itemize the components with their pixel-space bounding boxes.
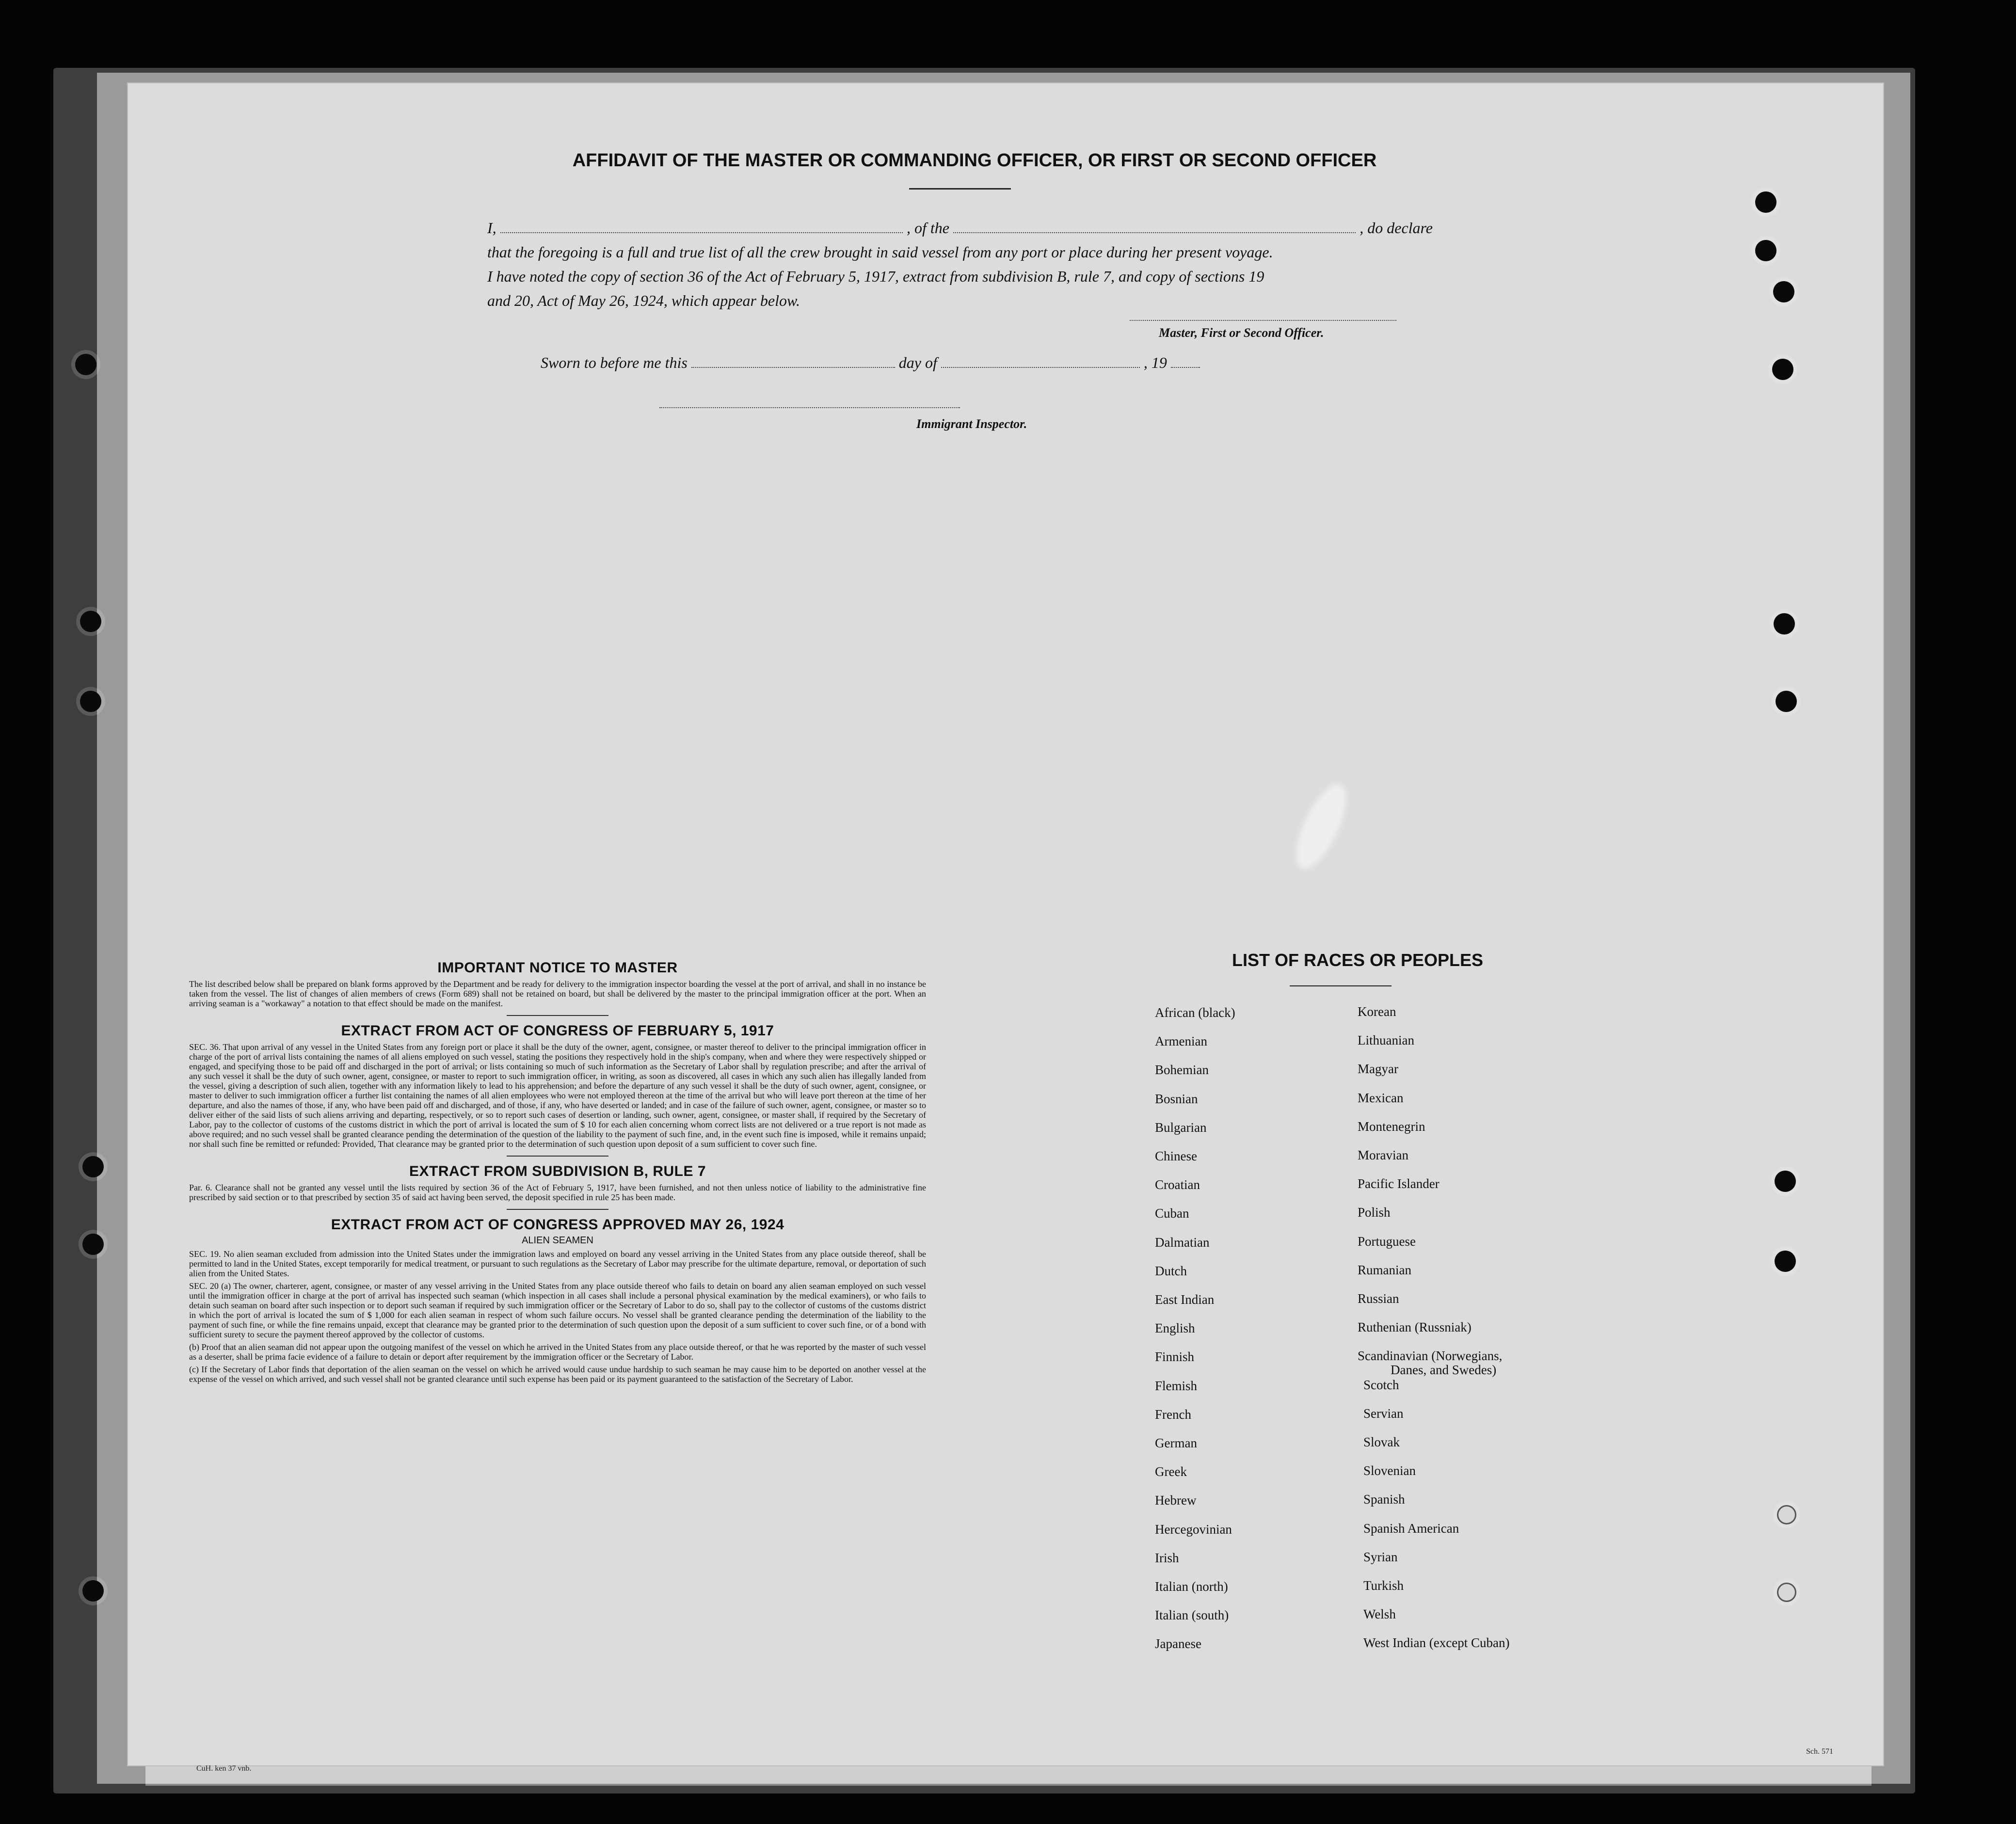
race-right-item: Ruthenian (Russniak) <box>1358 1320 1472 1335</box>
affidavit-i-label: I, <box>487 219 496 237</box>
race-left-item: Chinese <box>1155 1149 1197 1163</box>
race-left-item: African (black) <box>1155 1005 1235 1020</box>
affidavit-text <box>487 216 1433 313</box>
master-signature-label: Master, First or Second Officer. <box>1159 326 1324 340</box>
punch-hole-left-6 <box>82 1580 104 1602</box>
race-right-item: Scotch <box>1363 1377 1399 1392</box>
form-page <box>127 82 1884 1766</box>
extract-rule7-text: Par. 6. Clearance shall not be granted any vessel until the lists required by section 36 of the Act of February 5, 1917, have been furnished, and not then unless notice of liability to the administrative fine prescribed by said section or to that prescribed by section 35 of said act having been served, the deposit specified in rule 25 has been made. <box>189 1183 926 1202</box>
race-left-item: Italian (north) <box>1155 1579 1228 1594</box>
race-right-item: Spanish <box>1363 1492 1405 1507</box>
affidavit-title: AFFIDAVIT OF THE MASTER OR COMMANDING OFFICER, OR FIRST OR SECOND OFFICER <box>572 150 1377 171</box>
footer-left-code: CuH. ken 37 vnb. <box>196 1764 252 1773</box>
race-left-item: Flemish <box>1155 1378 1198 1393</box>
punch-hole-left-3 <box>80 691 101 712</box>
race-right-item: Scandinavian (Norwegians, <box>1358 1348 1503 1364</box>
officer-name-field[interactable] <box>500 232 903 233</box>
race-right-item: Russian <box>1358 1291 1399 1306</box>
punch-hole-right-4 <box>1772 359 1793 380</box>
race-right-item: Danes, and Swedes) <box>1391 1363 1497 1378</box>
race-left-item: Irish <box>1155 1550 1179 1565</box>
notice-text: The list described below shall be prepared on blank forms approved by the Department and be ready for delivery to the immigration inspector boarding the vessel at the port of arrival, and shall in no instance be taken from the vessel. The list of changes of alien members of crews (Form 689) shall not be retained on board, but shall be delivered by the master to the principal immigration officer at the port. When an arriving seaman is a "workaway" a notation to that effect should be made on the manifest. <box>189 979 926 1008</box>
sworn-year-label: , 19 <box>1143 354 1167 371</box>
footer-form-number: Sch. 571 <box>1806 1747 1833 1756</box>
race-left-item: Greek <box>1155 1464 1187 1479</box>
race-right-item: Magyar <box>1358 1062 1398 1077</box>
sworn-day-of-label: day of <box>898 354 937 371</box>
race-right-item: Turkish <box>1363 1578 1404 1593</box>
race-right-item: Portuguese <box>1358 1234 1416 1249</box>
race-right-item: Polish <box>1358 1205 1391 1220</box>
section-divider <box>507 1156 608 1157</box>
race-left-item: Bosnian <box>1155 1091 1198 1106</box>
extract-1924-heading: EXTRACT FROM ACT OF CONGRESS APPROVED MAY 26, 1924 <box>331 1217 784 1233</box>
affidavit-line-1 <box>487 216 1433 240</box>
race-left-item: Japanese <box>1155 1636 1201 1651</box>
sworn-line <box>541 354 1248 372</box>
section-divider <box>507 1015 608 1016</box>
extract-1917-heading: EXTRACT FROM ACT OF CONGRESS OF FEBRUARY 5, 1917 <box>341 1023 774 1039</box>
race-left-item: Bulgarian <box>1155 1120 1207 1135</box>
extract-1924-sec20a: SEC. 20 (a) The owner, charterer, agent, consignee, or master of any vessel arriving in the United States from any place outside thereof who fails to detain on board any alien seaman employed on such vessel until the immigration officer in charge at the port of arrival has inspected such seaman (which inspection in all cases shall include a personal physical examination by the medical examiners), or who fails to detain such seaman on board after such inspection or to deport such seaman if required by such immigration officer or the Secretary of Labor to do so, shall pay to the collector of customs of the customs district in which the port of arrival is located the sum of $ 1,000 for each alien seaman in respect of whom such failure occurs. No vessel shall be granted clearance pending the determination of the liability to the payment of such fine, or while the fine remains unpaid, except that clearance may be granted prior to the determination of such question upon the deposit of a sum sufficient to cover such fine, or of a bond with sufficient surety to secure the payment thereof approved by the collector of customs. <box>189 1281 926 1339</box>
race-right-item: West Indian (except Cuban) <box>1363 1635 1510 1650</box>
race-right-item: Welsh <box>1363 1607 1396 1622</box>
race-left-item: French <box>1155 1407 1191 1422</box>
race-right-item: Mexican <box>1358 1090 1404 1105</box>
punch-hole-right-2 <box>1755 240 1776 261</box>
race-left-item: Hebrew <box>1155 1493 1197 1508</box>
extract-1924-sec19: SEC. 19. No alien seaman excluded from admission into the United States under the immigration laws and employed on board any vessel arriving in the United States from any place outside thereof, shall be permitted to land in the United States, except temporarily for medical treatment, or pursuant to such regulations as the Secretary of Labor may prescribe for the ultimate departure, removal, or deportation of such alien from the United States. <box>189 1249 926 1278</box>
race-right-item: Montenegrin <box>1358 1119 1425 1134</box>
extract-1924-subheading: ALIEN SEAMEN <box>522 1235 593 1246</box>
punch-hole-right-5 <box>1774 613 1795 634</box>
affidavit-declare-label: , do declare <box>1360 219 1433 237</box>
races-title: LIST OF RACES OR PEOPLES <box>1232 950 1484 970</box>
races-title-rule <box>1290 985 1392 986</box>
punch-hole-right-7 <box>1775 1171 1796 1192</box>
vessel-name-field[interactable] <box>953 232 1356 233</box>
race-right-item: Slovak <box>1363 1435 1400 1449</box>
notice-heading: IMPORTANT NOTICE TO MASTER <box>437 960 678 976</box>
race-right-item: Syrian <box>1363 1549 1398 1564</box>
race-left-item: English <box>1155 1321 1195 1336</box>
punch-hole-right-8 <box>1775 1251 1796 1272</box>
punch-hole-right-3 <box>1773 281 1794 302</box>
inspector-signature-label: Immigrant Inspector. <box>916 417 1027 431</box>
affidavit-of-the-label: , of the <box>906 219 949 237</box>
punch-hole-left-4 <box>82 1156 104 1177</box>
extract-1924-sec20c: (c) If the Secretary of Labor finds that deportation of the alien seaman on the vessel on which he arrived would cause undue hardship to such seaman he may cause him to be deported on another vessel at the expense of the vessel on which arrived, and such vessel shall not be granted clearance until such expense has been paid or its payment guaranteed to the satisfaction of the Secretary of Labor. <box>189 1364 926 1384</box>
race-left-item: Dutch <box>1155 1263 1187 1278</box>
section-divider <box>507 1209 608 1210</box>
punch-hole-right-10 <box>1777 1583 1796 1602</box>
punch-hole-right-6 <box>1776 691 1797 712</box>
punch-hole-left-2 <box>80 611 101 632</box>
affidavit-line-4: and 20, Act of May 26, 1924, which appear below. <box>487 292 800 309</box>
extract-1924-sec20b: (b) Proof that an alien seaman did not appear upon the outgoing manifest of the vessel on which he arrived in the United States from any place outside thereof, or that he was reported by the master of such vessel as a deserter, shall be prima facie evidence of a failure to detain or deport after requirement by the immigration officer or the Secretary of Labor. <box>189 1342 926 1362</box>
race-left-item: Hercegovinian <box>1155 1522 1232 1537</box>
race-right-item: Pacific Islander <box>1358 1176 1440 1191</box>
notice-section <box>189 960 926 1384</box>
title-rule <box>909 188 1011 190</box>
master-signature-line[interactable] <box>1130 320 1396 321</box>
race-left-item: Finnish <box>1155 1349 1195 1364</box>
extract-1917-text: SEC. 36. That upon arrival of any vessel in the United States from any foreign port or place it shall be the duty of the owner, agent, consignee, or master thereof to deliver to the principal immigration officer in charge of the port of arrival lists containing the names of all aliens employed on such vessel, stating the positions they respectively hold in the ship's company, when and where they were respectively shipped or engaged, and specifying those to be paid off and discharged in the port of arrival; or lists containing so much of such information as the Secretary of Labor shall by regulation prescribe; and after the arrival of any such vessel it shall be the duty of such owner, agent, consignee, or master to report to such immigration officer, in writing, as soon as discovered, all cases in which any such alien has illegally landed from the vessel, giving a description of such alien, together with any information likely to lead to his apprehension; and before the departure of any such vessel it shall be the duty of such owner, agent, consignee, or master to deliver to such immigration officer a further list containing the names of all alien employees who were not employed thereon at the time of the arrival but who will leave port thereon at the time of her departure, and also the names of those, if any, who have been paid off and discharged, and of those, if any, who have deserted or landed; and in case of the failure of such owner, agent, consignee, or master so to deliver either of the said lists of such aliens arriving and departing, respectively, or so to report such cases of desertion or landing, such owner, agent, consignee, or master shall, if required by the Secretary of Labor, pay to the collector of customs of the customs district in which the port of arrival is located the sum of $ 10 for each alien concerning whom correct lists are not delivered or a true report is not made as above required; and no such vessel shall be granted clearance pending the determination of the question of the liability to the payment of such fine, and, in the event such fine is imposed, while it remains unpaid; nor shall such fine be remitted or refunded: Provided, That clearance may be granted prior to the determination of such question upon deposit of a sum sufficient to cover such fine. <box>189 1042 926 1149</box>
sworn-month-field[interactable] <box>941 366 1140 368</box>
inspector-signature-line[interactable] <box>659 407 960 408</box>
race-right-item: Slovenian <box>1363 1463 1416 1478</box>
race-left-item: East Indian <box>1155 1292 1215 1307</box>
race-left-item: Bohemian <box>1155 1063 1209 1078</box>
race-left-item: German <box>1155 1436 1197 1450</box>
sworn-label: Sworn to before me this <box>541 354 688 371</box>
sworn-year-field[interactable] <box>1171 366 1200 368</box>
affidavit-line-3: I have noted the copy of section 36 of the Act of February 5, 1917, extract from subdivision B, rule 7, and copy of sections 19 <box>487 268 1264 285</box>
punch-hole-left-1 <box>75 354 96 375</box>
sworn-day-field[interactable] <box>691 366 895 368</box>
race-right-item: Rumanian <box>1358 1262 1411 1277</box>
punch-hole-left-5 <box>82 1234 104 1255</box>
affidavit-line-2: that the foregoing is a full and true list of all the crew brought in said vessel from any port or place during her present voyage. <box>487 243 1273 261</box>
race-right-item: Korean <box>1358 1004 1396 1019</box>
extract-rule7-heading: EXTRACT FROM SUBDIVISION B, RULE 7 <box>409 1163 706 1179</box>
race-right-item: Moravian <box>1358 1148 1408 1162</box>
race-right-item: Spanish American <box>1363 1521 1459 1536</box>
punch-hole-right-9 <box>1777 1505 1796 1524</box>
race-left-item: Cuban <box>1155 1206 1189 1221</box>
race-left-item: Croatian <box>1155 1177 1200 1192</box>
race-left-item: Italian (south) <box>1155 1608 1229 1623</box>
race-left-item: Dalmatian <box>1155 1235 1210 1250</box>
race-right-item: Servian <box>1363 1406 1404 1421</box>
race-right-item: Lithuanian <box>1358 1033 1414 1048</box>
punch-hole-right-1 <box>1755 191 1776 213</box>
race-left-item: Armenian <box>1155 1034 1207 1049</box>
